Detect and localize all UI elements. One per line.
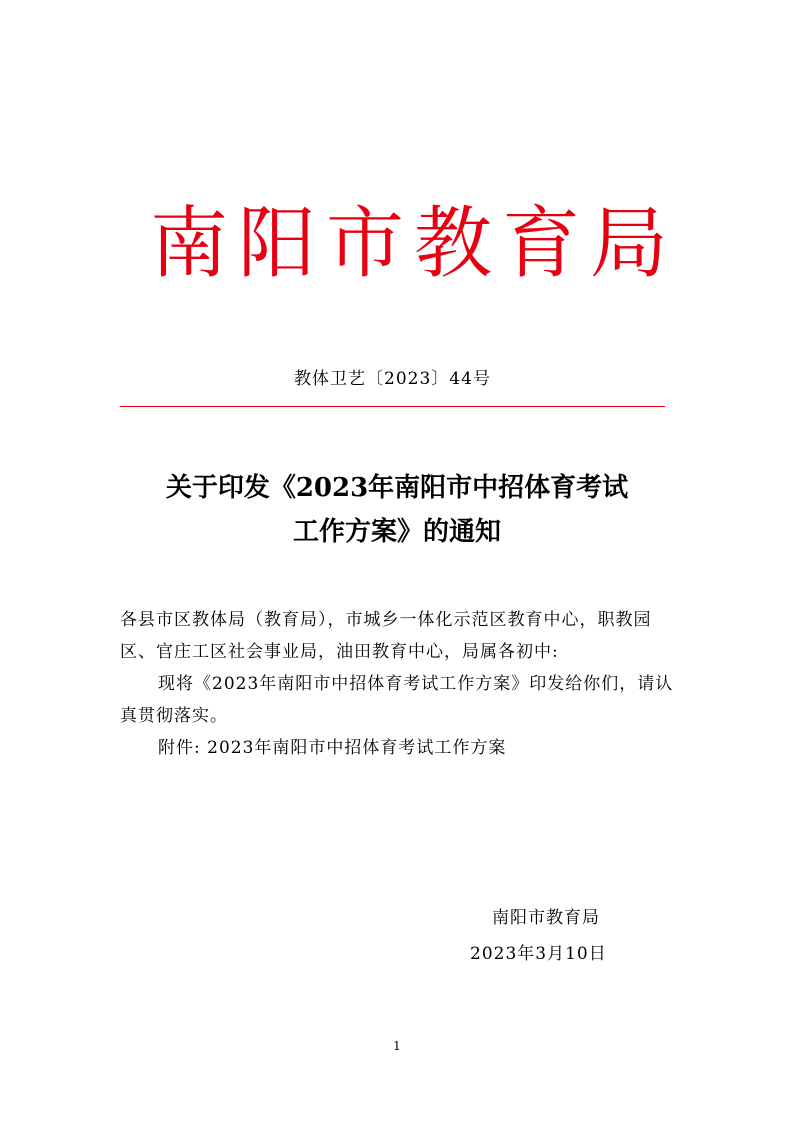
masthead-org-name: 南阳市教育局 — [150, 199, 679, 289]
title-line-2: 工作方案》的通知 — [292, 517, 501, 547]
instruction-paragraph: 现将《2023年南阳市中招体育考试工作方案》印发给你们，请认真贯彻落实。 — [120, 674, 674, 726]
signature-block — [470, 900, 650, 972]
red-divider-line — [120, 406, 665, 407]
attachment-line: 附件: 2023年南阳市中招体育考试工作方案 — [158, 738, 507, 758]
page-number: 1 — [393, 1039, 401, 1053]
document-title — [100, 466, 694, 554]
recipients-paragraph: 各县市区教体局（教育局），市城乡一体化示范区教育中心，职教园区、官庄工区社会事业局，油田教育中心，局属各初中: — [120, 610, 652, 662]
document-body — [120, 604, 680, 764]
title-line-1: 关于印发《2023年南阳市中招体育考试 — [165, 473, 629, 503]
document-number: 教体卫艺〔2023〕44号 — [294, 369, 491, 389]
signature-date: 2023年3月10日 — [470, 944, 607, 964]
signature-org: 南阳市教育局 — [492, 908, 600, 928]
